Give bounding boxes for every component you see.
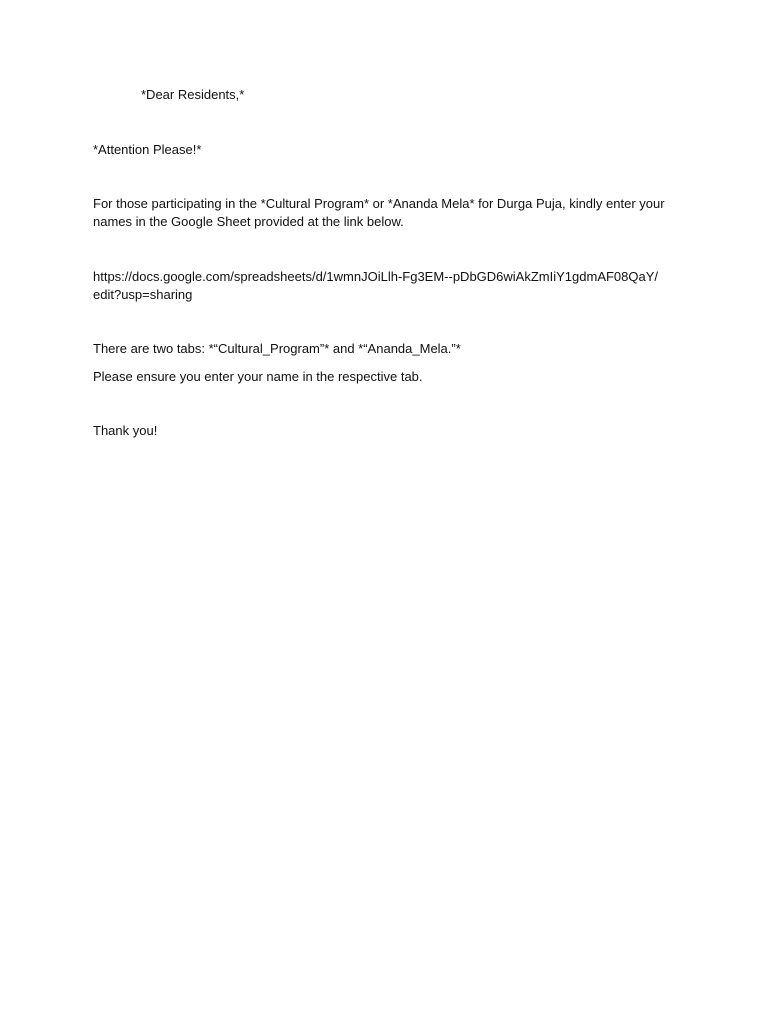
closing-text: Thank you!	[93, 423, 158, 438]
attention-heading: *Attention Please!*	[93, 142, 202, 157]
greeting-text: *Dear Residents,*	[141, 87, 245, 102]
link-line-1[interactable]: https://docs.google.com/spreadsheets/d/1wmnJOiLlh-Fg3EM--pDbGD6wiAkZmIiY1gdmAF08QaY/	[93, 269, 659, 284]
instruction-paragraph: For those participating in the *Cultural Program* or *Ananda Mela* for Durga Puja, kindly enter your names in the Google Sheet provided at the link below.	[93, 196, 665, 229]
link-line-2[interactable]: edit?usp=sharing	[93, 287, 193, 302]
ensure-info-text: Please ensure you enter your name in the respective tab.	[93, 369, 423, 384]
google-sheet-link[interactable]	[93, 268, 683, 304]
tabs-info-text: There are two tabs: *“Cultural_Program”* and *“Ananda_Mela.”*	[93, 341, 461, 356]
